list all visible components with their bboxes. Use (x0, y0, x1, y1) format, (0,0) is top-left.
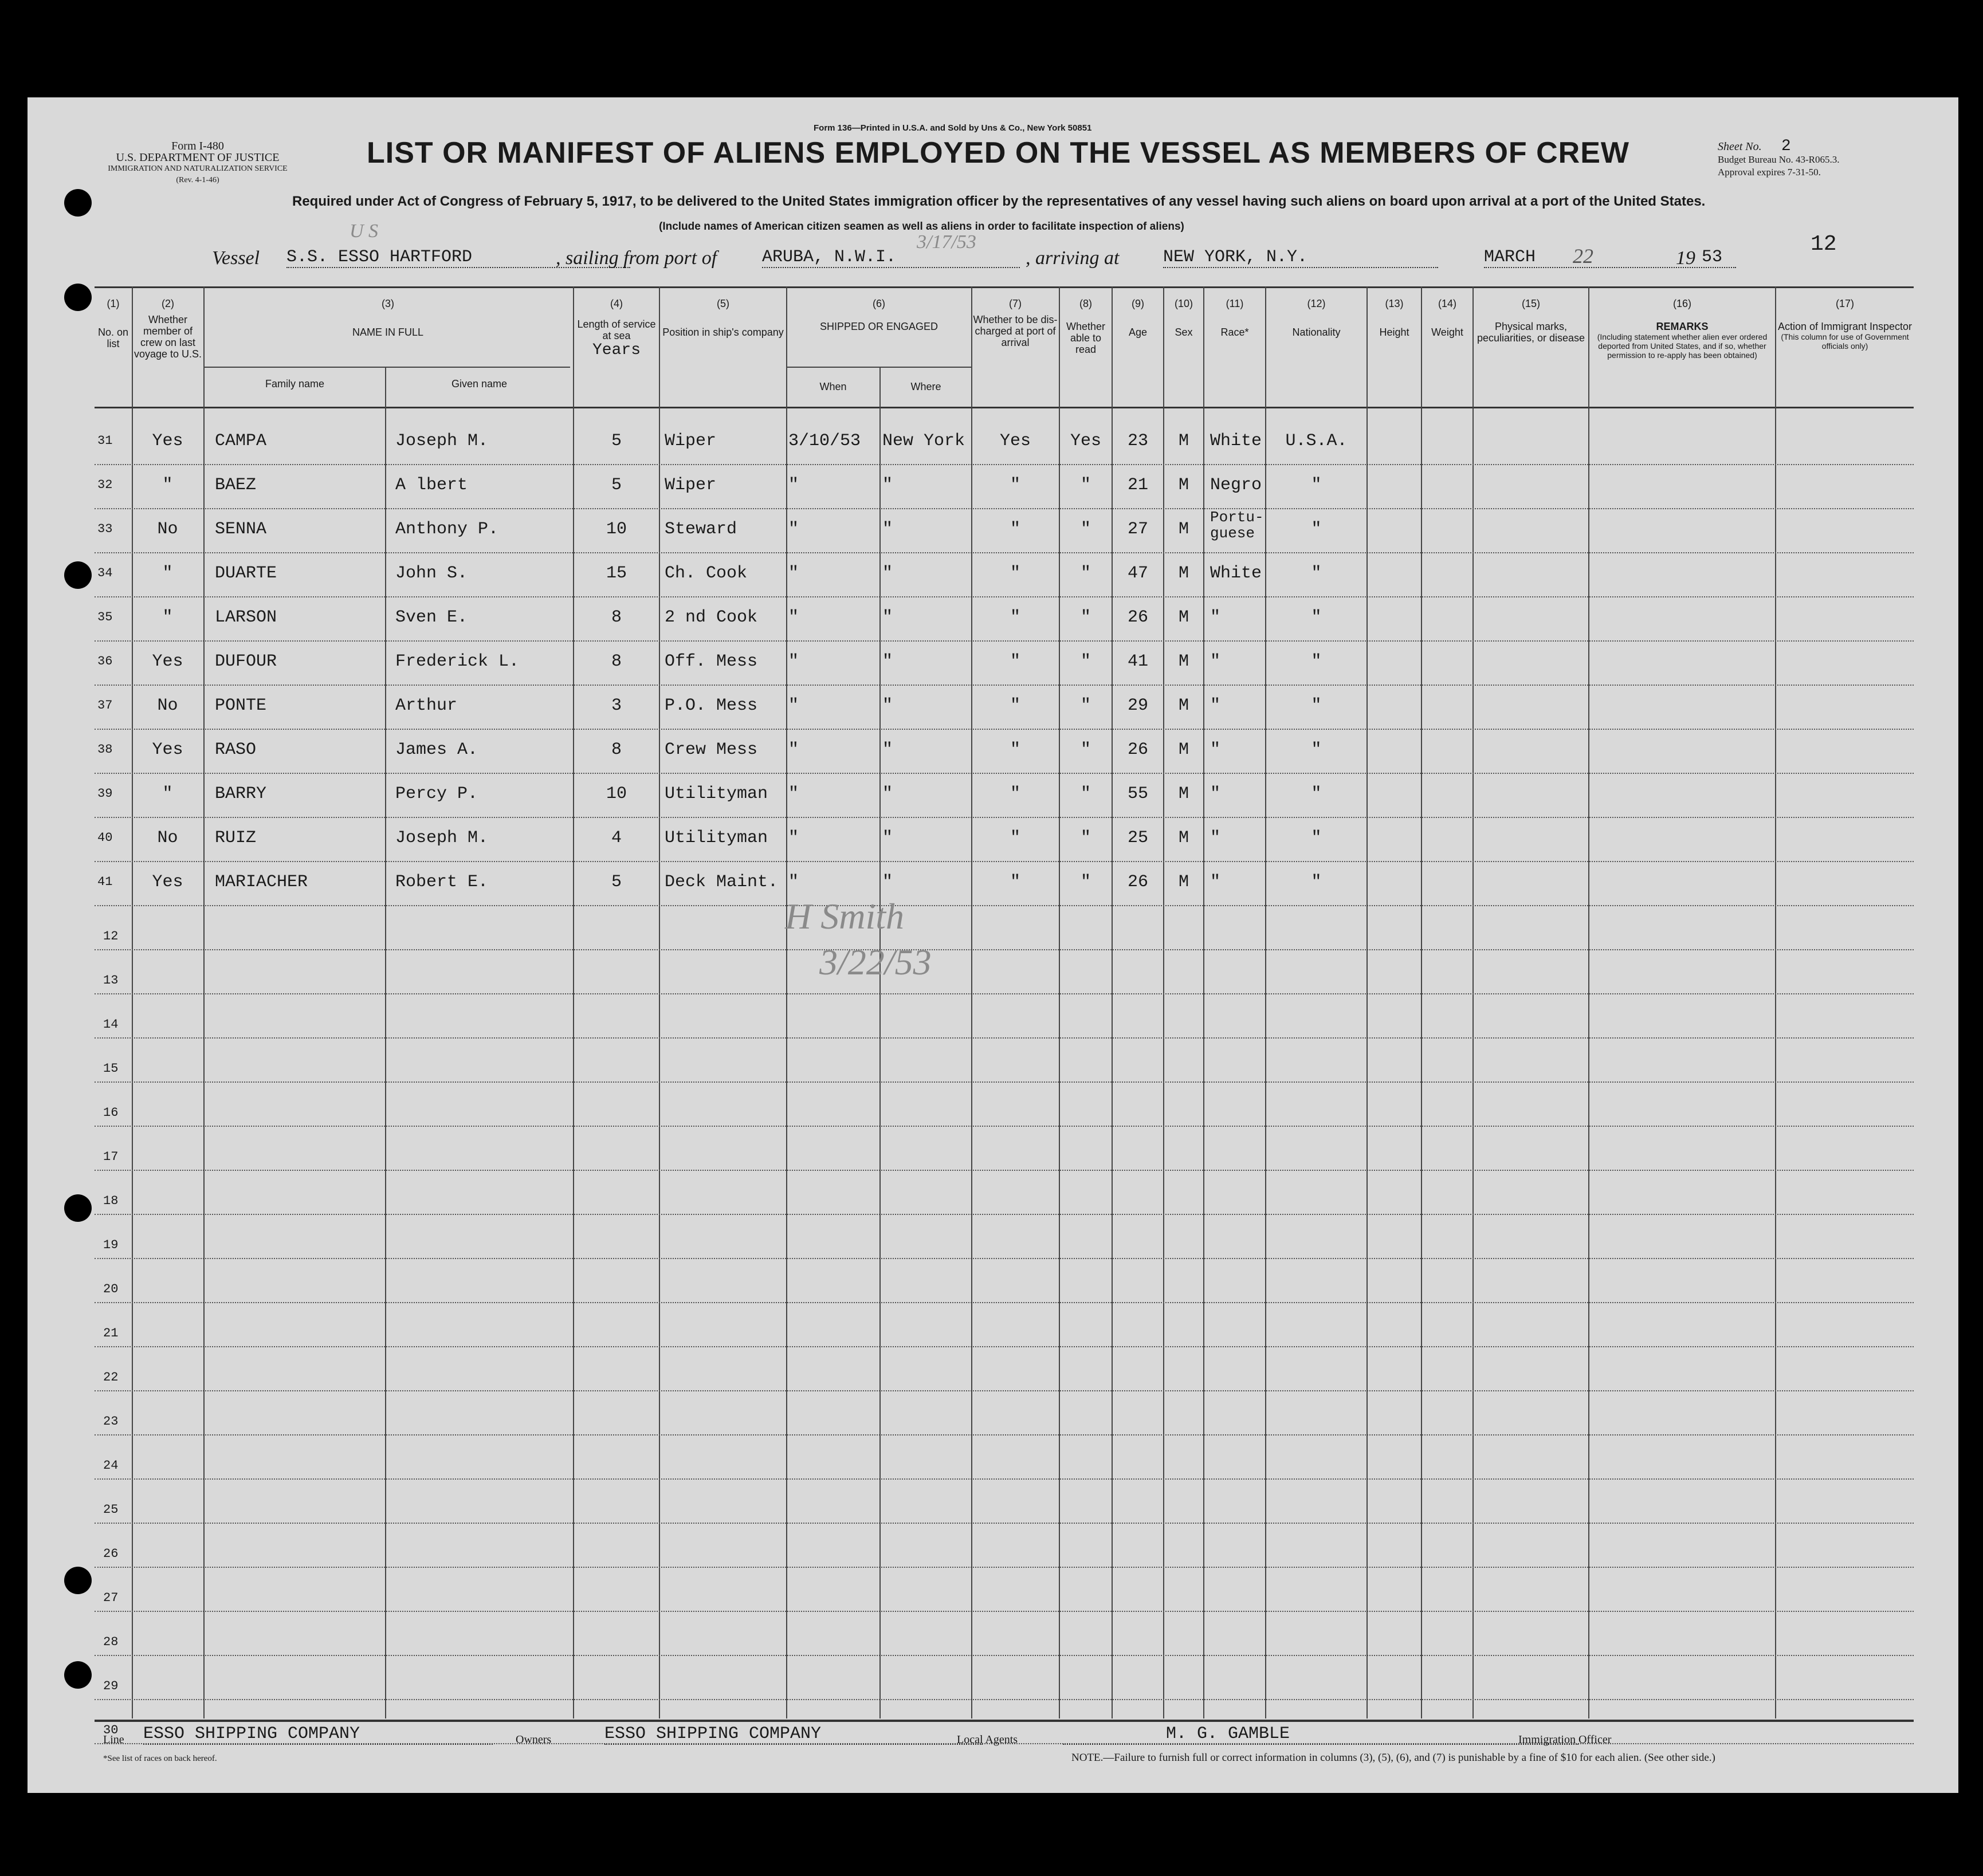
cell-nat: " (1311, 608, 1322, 627)
cell-family: DUFOUR (215, 652, 277, 671)
col-2-header: (2) Whether member of crew on last voyage to U.S. (133, 298, 202, 360)
row-number: 32 (97, 478, 113, 492)
cell-family: LARSON (215, 608, 277, 627)
row-number: 34 (97, 566, 113, 580)
cell-given: Joseph M. (395, 828, 489, 848)
cell-when: " (788, 652, 799, 671)
col-6b-header: Where (910, 381, 941, 392)
cell-age: 41 (1127, 652, 1148, 671)
cell-where: " (882, 520, 893, 539)
row-number: 22 (103, 1370, 119, 1385)
cell-family: SENNA (215, 520, 267, 539)
punch-hole (64, 1661, 92, 1689)
cell-crew: No (157, 696, 178, 715)
col-6a-header: When (819, 381, 847, 392)
cell-family: BAEZ (215, 475, 257, 495)
cell-family: MARIACHER (215, 872, 308, 892)
col-9-header: (9) Age (1128, 298, 1148, 338)
cell-where: " (882, 872, 893, 892)
handwritten-note (785, 894, 932, 985)
cell-read: " (1080, 872, 1091, 892)
handwritten-sail-date: 3/17/53 (917, 231, 976, 253)
agents-value: M. G. GAMBLE (1063, 1724, 1578, 1745)
cell-family: BARRY (215, 784, 267, 804)
cell-years: 5 (611, 431, 622, 451)
cell-disch: " (1010, 608, 1020, 627)
footer (103, 1724, 1914, 1770)
cell-given: Robert E. (395, 872, 489, 892)
cell-race: White (1210, 431, 1262, 451)
cell-age: 25 (1127, 828, 1148, 848)
row-number: 25 (103, 1503, 119, 1517)
cell-age: 26 (1127, 608, 1148, 627)
cell-read: " (1080, 740, 1091, 760)
cell-disch: " (1010, 696, 1020, 715)
cell-read: " (1080, 608, 1091, 627)
col-8-header: (8) Whether able to read (1066, 298, 1106, 355)
owners-value: ESSO SHIPPING COMPANY (604, 1724, 983, 1745)
row-number: 35 (97, 610, 113, 624)
cell-crew: " (162, 564, 173, 583)
cell-race: " (1210, 608, 1221, 627)
cell-race: " (1210, 828, 1221, 848)
cell-disch: " (1010, 740, 1020, 760)
revision: (Rev. 4-1-46) (176, 176, 219, 184)
cell-where: " (882, 784, 893, 804)
cell-where: " (882, 696, 893, 715)
col-14-header: (14) Weight (1431, 298, 1463, 338)
cell-disch: " (1010, 520, 1020, 539)
cell-family: CAMPA (215, 431, 267, 451)
cell-position: Wiper (665, 475, 717, 495)
col-3-header: (3) NAME IN FULL (352, 298, 424, 338)
cell-race: " (1210, 784, 1221, 804)
cell-read: " (1080, 784, 1091, 804)
cell-race: " (1210, 740, 1221, 760)
cell-race: " (1210, 652, 1221, 671)
cell-when: " (788, 784, 799, 804)
cell-race: Negro (1210, 475, 1262, 495)
line-value: ESSO SHIPPING COMPANY (143, 1724, 493, 1745)
cell-read: " (1080, 696, 1091, 715)
cell-given: Anthony P. (395, 520, 499, 539)
col-17-header: (17) Action of Immigrant Inspector (This column for use of Government officials only) (1777, 298, 1913, 351)
cell-crew: " (162, 784, 173, 804)
cell-age: 47 (1127, 564, 1148, 583)
cell-crew: Yes (152, 652, 183, 671)
arrival-year: 53 (1702, 247, 1723, 267)
form-subtitle-2: (Include names of American citizen seamen as well as aliens in order to facilitate inspection of aliens) (659, 221, 1184, 233)
punch-hole (64, 561, 92, 589)
cell-where: New York (882, 431, 965, 451)
cell-years: 10 (606, 520, 627, 539)
cell-sex: M (1178, 696, 1189, 715)
row-number: 16 (103, 1106, 119, 1120)
col-13-header: (13) Height (1379, 298, 1409, 338)
cell-read: " (1080, 520, 1091, 539)
col-3a-header: Family name (265, 378, 325, 390)
header-bottom-rule (95, 407, 1914, 408)
cell-given: Arthur (395, 696, 458, 715)
col-4-header: (4) Length of service at sea Years (577, 298, 656, 359)
year-prefix: 19 (1676, 247, 1695, 269)
row-number: 37 (97, 698, 113, 713)
cell-sex: M (1178, 475, 1189, 495)
row-number: 36 (97, 654, 113, 668)
cell-crew: Yes (152, 872, 183, 892)
row-number: 21 (103, 1326, 119, 1340)
cell-years: 8 (611, 740, 622, 760)
cell-when: " (788, 740, 799, 760)
col-3b-header: Given name (451, 378, 508, 390)
handwritten-name: H Smith (785, 896, 904, 937)
form-id-block (100, 140, 295, 186)
cell-age: 55 (1127, 784, 1148, 804)
line-label: Line (103, 1733, 124, 1746)
cell-sex: M (1178, 740, 1189, 760)
cell-sex: M (1178, 872, 1189, 892)
sheet-label: Sheet No. (1718, 140, 1762, 153)
cell-nat: " (1311, 740, 1322, 760)
arrival-port: NEW YORK, N.Y. (1163, 247, 1438, 268)
cell-when: " (788, 520, 799, 539)
punch-hole (64, 1194, 92, 1222)
row-number: 31 (97, 434, 113, 448)
cell-when: " (788, 696, 799, 715)
col-5-header: (5) Position in ship's company (662, 298, 784, 338)
col-16-header: (16) REMARKS (Including statement whether alien ever ordered deported from United States, and if so, whether permission to re-apply has been obtained) (1597, 298, 1768, 360)
cell-position: Utilityman (665, 828, 768, 848)
cell-read: " (1080, 828, 1091, 848)
cell-position: Off. Mess (665, 652, 758, 671)
row-number: 15 (103, 1061, 119, 1076)
cell-when: " (788, 475, 799, 495)
cell-disch: " (1010, 475, 1020, 495)
row-number: 30 (103, 1723, 119, 1737)
arrival-month: MARCH (1484, 247, 1736, 268)
cell-years: 4 (611, 828, 622, 848)
cell-nat: " (1311, 564, 1322, 583)
cell-when: " (788, 872, 799, 892)
cell-position: Ch. Cook (665, 564, 748, 583)
cell-given: Joseph M. (395, 431, 489, 451)
row-number: 27 (103, 1591, 119, 1605)
cell-sex: M (1178, 652, 1189, 671)
row-number: 18 (103, 1194, 119, 1208)
cell-when: " (788, 608, 799, 627)
cell-where: " (882, 828, 893, 848)
cell-crew: No (157, 828, 178, 848)
cell-sex: M (1178, 564, 1189, 583)
row-number: 41 (97, 875, 113, 889)
cell-position: 2 nd Cook (665, 608, 758, 627)
cell-years: 3 (611, 696, 622, 715)
cell-years: 8 (611, 652, 622, 671)
cell-where: " (882, 475, 893, 495)
col-6-header: (6) SHIPPED OR ENGAGED (819, 298, 939, 332)
cell-years: 5 (611, 475, 622, 495)
cell-sex: M (1178, 431, 1189, 451)
cell-crew: Yes (152, 740, 183, 760)
punch-hole (64, 1567, 92, 1594)
sailing-label: , sailing from port of (556, 247, 717, 269)
col-10-header: (10) Sex (1174, 298, 1193, 338)
punch-hole (64, 189, 92, 217)
cell-age: 23 (1127, 431, 1148, 451)
row-number: 26 (103, 1547, 119, 1561)
cell-years: 5 (611, 872, 622, 892)
cell-family: RUIZ (215, 828, 257, 848)
cell-read: " (1080, 564, 1091, 583)
agents-label: Local Agents (957, 1733, 1018, 1746)
races-note: *See list of races on back hereof. (103, 1754, 217, 1763)
cell-crew: " (162, 475, 173, 495)
cell-race: " (1210, 696, 1221, 715)
col-15-header: (15) Physical marks, peculiarities, or disease (1477, 298, 1585, 344)
cell-when: " (788, 564, 799, 583)
cell-age: 26 (1127, 740, 1148, 760)
row-number: 38 (97, 742, 113, 757)
cell-age: 21 (1127, 475, 1148, 495)
cell-age: 26 (1127, 872, 1148, 892)
cell-where: " (882, 564, 893, 583)
cell-sex: M (1178, 828, 1189, 848)
cell-given: A lbert (395, 475, 468, 495)
cell-position: Steward (665, 520, 737, 539)
cell-position: P.O. Mess (665, 696, 758, 715)
cell-nat: " (1311, 784, 1322, 804)
cell-disch: " (1010, 872, 1020, 892)
col-1-header: (1) No. on list (97, 298, 129, 349)
cell-position: Crew Mess (665, 740, 758, 760)
row-number: 20 (103, 1282, 119, 1296)
cell-age: 29 (1127, 696, 1148, 715)
cell-nat: " (1311, 652, 1322, 671)
row-number: 24 (103, 1458, 119, 1473)
footer-rule (95, 1720, 1914, 1722)
cell-position: Wiper (665, 431, 717, 451)
cell-where: " (882, 608, 893, 627)
cell-given: Frederick L. (395, 652, 520, 671)
row-number: 13 (103, 973, 119, 988)
printer-note: Form 136—Printed in U.S.A. and Sold by Uns & Co., New York 50851 (814, 123, 1092, 133)
arriving-label: , arriving at (1026, 247, 1120, 269)
sheet-block (1718, 137, 1840, 179)
cell-nat: " (1311, 475, 1322, 495)
cell-sex: M (1178, 784, 1189, 804)
cell-when: " (788, 828, 799, 848)
cell-family: DUARTE (215, 564, 277, 583)
service: IMMIGRATION AND NATURALIZATION SERVICE (108, 164, 288, 173)
cell-sex: M (1178, 520, 1189, 539)
col-7-header: (7) Whether to be dis-charged at port of arrival (973, 298, 1058, 348)
row-number: 17 (103, 1150, 119, 1164)
fine-note: NOTE.—Failure to furnish full or correct information in columns (3), (5), (6), and (7) is punishable by a fine of $10 for each alien. (See other side.) (1071, 1752, 1715, 1764)
row-number: 12 (103, 929, 119, 943)
cell-where: " (882, 652, 893, 671)
sheet-number: 2 (1781, 137, 1791, 155)
row-number: 19 (103, 1238, 119, 1252)
cell-given: Sven E. (395, 608, 468, 627)
row-number: 14 (103, 1017, 119, 1032)
arrival-day: 22 (1573, 245, 1593, 268)
officer-label: Immigration Officer (1518, 1733, 1612, 1746)
cell-age: 27 (1127, 520, 1148, 539)
budget-bureau: Budget Bureau No. 43-R065.3. (1718, 154, 1840, 165)
row-number: 23 (103, 1414, 119, 1429)
cell-disch: " (1010, 784, 1020, 804)
cell-crew: Yes (152, 431, 183, 451)
cell-nat: " (1311, 696, 1322, 715)
cell-disch: Yes (999, 431, 1031, 451)
row-number: 40 (97, 831, 113, 845)
cell-position: Deck Maint. (665, 872, 779, 892)
cell-years: 8 (611, 608, 622, 627)
col-12-header: (12) Nationality (1292, 298, 1341, 338)
cell-sex: M (1178, 608, 1189, 627)
owners-label: Owners (516, 1733, 552, 1746)
row-number: 29 (103, 1679, 119, 1693)
cell-when: 3/10/53 (788, 431, 861, 451)
cell-nat: U.S.A. (1285, 431, 1348, 451)
cell-years: 10 (606, 784, 627, 804)
cell-given: Percy P. (395, 784, 478, 804)
col-11-header: (11) Race* (1220, 298, 1249, 338)
cell-nat: " (1311, 828, 1322, 848)
cell-years: 15 (606, 564, 627, 583)
corner-number: 12 (1811, 232, 1837, 257)
cell-family: PONTE (215, 696, 267, 715)
cell-race: " (1210, 872, 1221, 892)
sailing-port: ARUBA, N.W.I. (762, 247, 1020, 268)
cell-family: RASO (215, 740, 257, 760)
form-subtitle: Required under Act of Congress of February 5, 1917, to be delivered to the United States immigration officer by the representatives of any vessel having such aliens on board upon arrival at a port of the United States. (292, 194, 1706, 209)
cell-read: Yes (1070, 431, 1101, 451)
cell-position: Utilityman (665, 784, 768, 804)
punch-hole (64, 284, 92, 311)
cell-read: " (1080, 475, 1091, 495)
cell-disch: " (1010, 652, 1020, 671)
cell-nat: " (1311, 520, 1322, 539)
row-number: 33 (97, 522, 113, 536)
cell-disch: " (1010, 828, 1020, 848)
handwritten-us: U S (350, 221, 379, 242)
row-number: 39 (97, 786, 113, 801)
cell-given: John S. (395, 564, 468, 583)
cell-race: White (1210, 564, 1262, 583)
department: U.S. DEPARTMENT OF JUSTICE (116, 151, 280, 164)
vessel-name: S.S. ESSO HARTFORD (286, 247, 630, 268)
header-top-rule (95, 286, 1914, 288)
cell-crew: " (162, 608, 173, 627)
vessel-label: Vessel (212, 247, 260, 269)
cell-where: " (882, 740, 893, 760)
cell-given: James A. (395, 740, 478, 760)
form-number: Form I-480 (171, 140, 224, 152)
form-title: LIST OR MANIFEST OF ALIENS EMPLOYED ON THE VESSEL AS MEMBERS OF CREW (367, 136, 1629, 170)
approval: Approval expires 7-31-50. (1718, 167, 1821, 178)
cell-race: Portu-guese (1210, 509, 1264, 542)
cell-crew: No (157, 520, 178, 539)
cell-read: " (1080, 652, 1091, 671)
row-number: 28 (103, 1635, 119, 1649)
cell-disch: " (1010, 564, 1020, 583)
cell-nat: " (1311, 872, 1322, 892)
handwritten-date: 3/22/53 (819, 942, 932, 982)
